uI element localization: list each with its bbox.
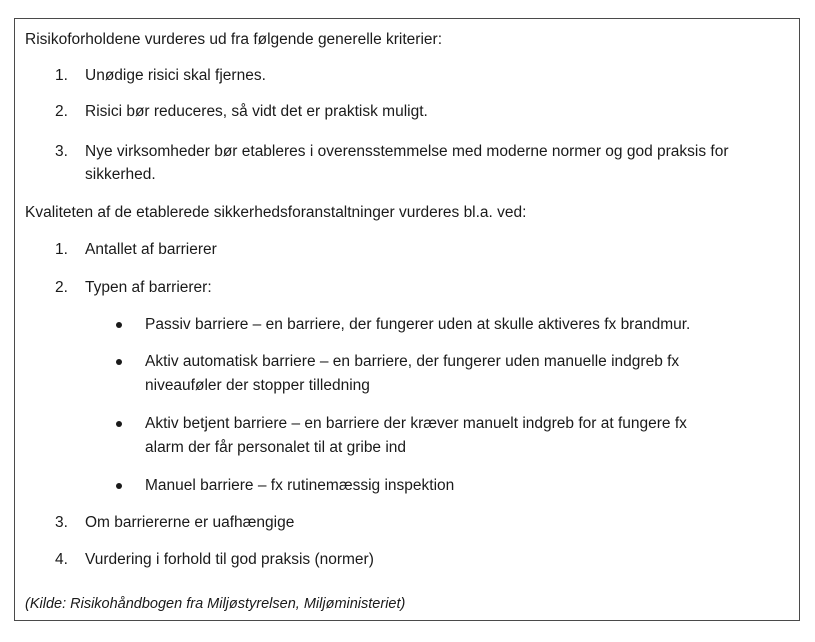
barrier-item-4: Manuel barriere – fx rutinemæssig inspektion bbox=[145, 477, 455, 494]
quality-number-2: 2. bbox=[55, 279, 68, 296]
quality-number-1: 1. bbox=[55, 241, 68, 258]
quality-number-4: 4. bbox=[55, 551, 68, 568]
criteria-number-2: 2. bbox=[55, 103, 68, 120]
barrier-item-3-line-2: alarm der får personalet til at gribe ind bbox=[145, 439, 407, 456]
criteria-number-3: 3. bbox=[55, 143, 68, 160]
barrier-item-1: Passiv barriere – en barriere, der fungerer uden at skulle aktiveres fx brandmur. bbox=[145, 316, 691, 333]
barrier-item-2-line-2: niveauføler der stopper tilledning bbox=[145, 377, 370, 394]
source-citation: (Kilde: Risikohåndbogen fra Miljøstyrelsen, Miljøministeriet) bbox=[25, 596, 406, 612]
quality-item-1: Antallet af barrierer bbox=[85, 241, 217, 258]
criteria-item-2: Risici bør reduceres, så vidt det er praktisk muligt. bbox=[85, 103, 428, 120]
criteria-item-1: Unødige risici skal fjernes. bbox=[85, 67, 266, 84]
barrier-item-3-line-1: Aktiv betjent barriere – en barriere der kræver manuelt indgreb for at fungere fx bbox=[145, 415, 687, 432]
criteria-number-1: 1. bbox=[55, 67, 68, 84]
bullet-icon bbox=[116, 483, 122, 489]
bullet-icon bbox=[116, 421, 122, 427]
criteria-item-3-line-2: sikkerhed. bbox=[85, 166, 156, 183]
barrier-item-2-line-1: Aktiv automatisk barriere – en barriere, der fungerer uden manuelle indgreb fx bbox=[145, 353, 680, 370]
criteria-item-3-line-1: Nye virksomheder bør etableres i overensstemmelse med moderne normer og god praksis for bbox=[85, 143, 729, 160]
quality-item-3: Om barriererne er uafhængige bbox=[85, 514, 295, 531]
intro-text: Risikoforholdene vurderes ud fra følgende generelle kriterier: bbox=[25, 31, 442, 48]
quality-item-4: Vurdering i forhold til god praksis (normer) bbox=[85, 551, 374, 568]
quality-intro-text: Kvaliteten af de etablerede sikkerhedsforanstaltninger vurderes bl.a. ved: bbox=[25, 204, 527, 221]
quality-item-2: Typen af barrierer: bbox=[85, 279, 212, 296]
bullet-icon bbox=[116, 322, 122, 328]
quality-number-3: 3. bbox=[55, 514, 68, 531]
bullet-icon bbox=[116, 359, 122, 365]
